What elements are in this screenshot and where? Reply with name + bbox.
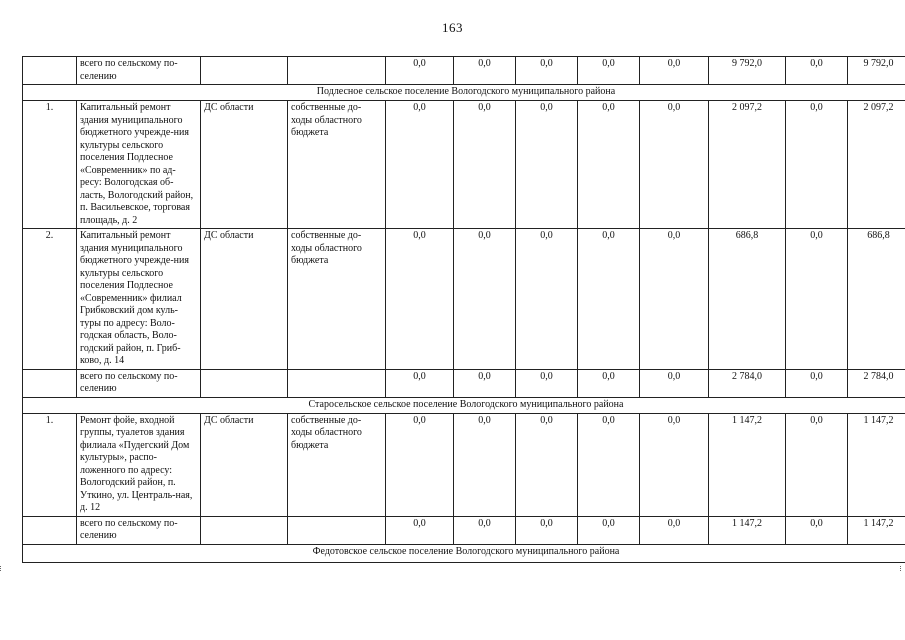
value-cell: 686,8: [709, 229, 786, 370]
value-cell: 0,0: [786, 413, 848, 516]
value-cell: 0,0: [578, 229, 640, 370]
table-row-total: [23, 516, 905, 544]
total-label: всего по сельскому по-селению: [77, 516, 201, 544]
value-cell: 0,0: [578, 101, 640, 229]
value-cell: 0,0: [640, 516, 709, 544]
value-cell: 686,8: [848, 229, 905, 370]
value-cell: 0,0: [578, 516, 640, 544]
empty-cell: [288, 57, 386, 85]
value-cell: 2 097,2: [709, 101, 786, 229]
value-cell: 0,0: [786, 57, 848, 85]
empty-cell: [201, 57, 288, 85]
value-cell: 0,0: [386, 369, 454, 397]
value-cell: 9 792,0: [848, 57, 905, 85]
value-cell: 0,0: [640, 101, 709, 229]
value-cell: 1 147,2: [848, 413, 905, 516]
empty-cell: [288, 369, 386, 397]
value-cell: 0,0: [386, 101, 454, 229]
section-header-row: [23, 544, 905, 562]
total-label: всего по сельскому по-селению: [77, 369, 201, 397]
row-source: собственные до-ходы областного бюджета: [288, 101, 386, 229]
row-index: 2.: [23, 229, 77, 370]
value-cell: 0,0: [640, 369, 709, 397]
value-cell: 0,0: [386, 413, 454, 516]
value-cell: 0,0: [640, 57, 709, 85]
row-index: 1.: [23, 413, 77, 516]
table-row: [23, 229, 905, 370]
scan-mark: [900, 566, 904, 571]
row-description: Ремонт фойе, входной группы, туалетов здания филиала «Пудегский Дом культуры», распо-ложенного по адресу: Вологодский район, п. Уткино, ул. Централь-ная, д. 12: [77, 413, 201, 516]
value-cell: 2 784,0: [848, 369, 905, 397]
value-cell: 0,0: [516, 516, 578, 544]
empty-cell: [201, 369, 288, 397]
value-cell: 0,0: [386, 229, 454, 370]
value-cell: 1 147,2: [709, 516, 786, 544]
section-header-row: [23, 85, 905, 101]
empty-cell: [201, 516, 288, 544]
value-cell: 0,0: [454, 101, 516, 229]
value-cell: 0,0: [454, 369, 516, 397]
section-title: Федотовское сельское поселение Вологодского муниципального района: [23, 544, 905, 562]
value-cell: 0,0: [578, 369, 640, 397]
empty-cell: [23, 516, 77, 544]
value-cell: 0,0: [786, 229, 848, 370]
total-label: всего по сельскому по-селению: [77, 57, 201, 85]
value-cell: 0,0: [640, 413, 709, 516]
row-description: Капитальный ремонт здания муниципального бюджетного учрежде-ния культуры сельского поселения Подлесное «Современник» филиал Грибковский дом куль-туры по адресу: Воло-годская область, Воло-годский район, п. Гриб-ково, д. 14: [77, 229, 201, 370]
value-cell: 0,0: [786, 516, 848, 544]
row-executor: ДС области: [201, 413, 288, 516]
row-executor: ДС области: [201, 101, 288, 229]
table-row: [23, 413, 905, 516]
value-cell: 0,0: [578, 57, 640, 85]
value-cell: 2 097,2: [848, 101, 905, 229]
value-cell: 0,0: [516, 101, 578, 229]
value-cell: 0,0: [454, 516, 516, 544]
row-index: 1.: [23, 101, 77, 229]
empty-cell: [23, 57, 77, 85]
page-number: 163: [442, 20, 463, 35]
section-title: Подлесное сельское поселение Вологодского муниципального района: [23, 85, 905, 101]
value-cell: 0,0: [640, 229, 709, 370]
row-source: собственные до-ходы областного бюджета: [288, 413, 386, 516]
table-row: [23, 101, 905, 229]
budget-table: [22, 56, 905, 563]
section-title: Старосельское сельское поселение Вологодского муниципального района: [23, 397, 905, 413]
value-cell: 0,0: [578, 413, 640, 516]
empty-cell: [288, 516, 386, 544]
row-executor: ДС области: [201, 229, 288, 370]
value-cell: 0,0: [786, 369, 848, 397]
value-cell: 0,0: [386, 516, 454, 544]
value-cell: 0,0: [386, 57, 454, 85]
value-cell: 0,0: [516, 369, 578, 397]
empty-cell: [23, 369, 77, 397]
value-cell: 0,0: [516, 229, 578, 370]
value-cell: 0,0: [454, 57, 516, 85]
value-cell: 2 784,0: [709, 369, 786, 397]
value-cell: 1 147,2: [709, 413, 786, 516]
scan-mark: [0, 566, 4, 571]
row-description: Капитальный ремонт здания муниципального бюджетного учрежде-ния культуры сельского поселения Подлесное «Современник» по ад-ресу: Вологодская об-ласть, Вологодский район, п. Васильевское, торговая площадь, д. 2: [77, 101, 201, 229]
table-row-total: [23, 369, 905, 397]
value-cell: 0,0: [786, 101, 848, 229]
row-source: собственные до-ходы областного бюджета: [288, 229, 386, 370]
value-cell: 1 147,2: [848, 516, 905, 544]
value-cell: 9 792,0: [709, 57, 786, 85]
value-cell: 0,0: [454, 229, 516, 370]
value-cell: 0,0: [516, 57, 578, 85]
value-cell: 0,0: [454, 413, 516, 516]
section-header-row: [23, 397, 905, 413]
value-cell: 0,0: [516, 413, 578, 516]
table-row-total: [23, 57, 905, 85]
